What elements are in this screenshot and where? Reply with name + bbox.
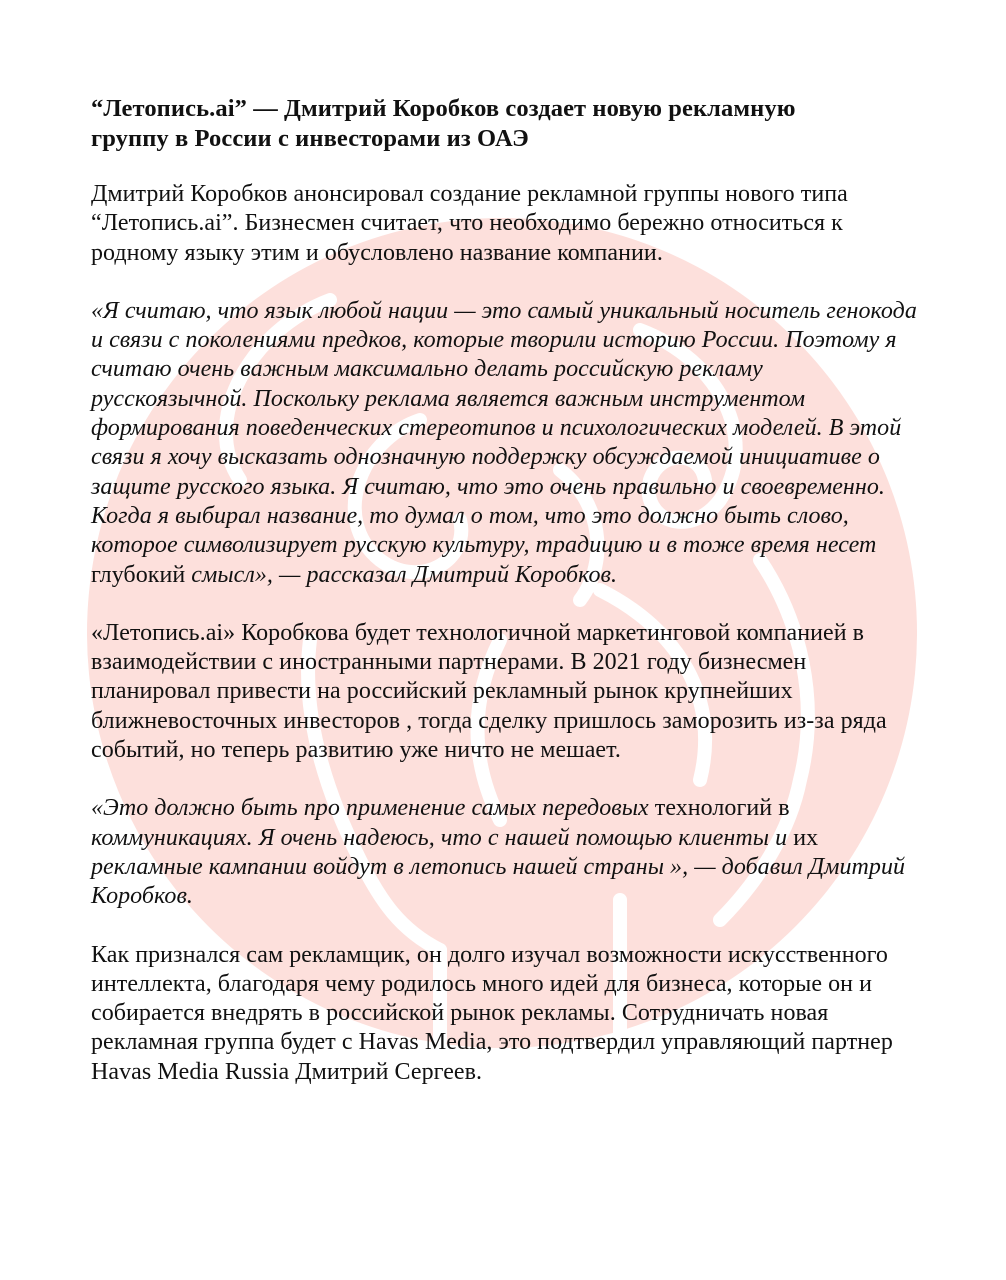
body-paragraph-3: Как признался сам рекламщик, он долго изучал возможности искусственного интеллекта, благодаря чему родилось много идей для бизнеса, которые он и собирается внедрять в российской рынок рекламы. Сотрудничать новая рекламная группа будет с Havas Media, это подтвердил управляющий партнер Havas Media Russia Дмитрий Сергеев. bbox=[91, 941, 893, 1085]
quote-1-text: «Я считаю, что язык любой нации — это самый уникальный носитель генокода и связи с поколениями предков, которые творили историю России. Поэтому я считаю очень важным максимально делать российскую рекламу русскоязычной. Поскольку реклама является важным инструментом формирования поведенческих стереотипов и психологических моделей. В этой связи я хочу высказать однозначную поддержку обсуждаемой инициативе о защите русского языка. Я считаю, что это очень правильно и своевременно. Когда я выбирал название, то думал о том, что это должно быть слово, которое символизирует русскую культуру, традицию и в тоже время несет bbox=[91, 297, 917, 559]
quote-1-upright-word: глубокий bbox=[91, 561, 192, 588]
title-line-2: группу в России с инвесторами из ОАЭ bbox=[91, 125, 529, 152]
quote-1-attribution: смысл», — рассказал Дмитрий Коробков. bbox=[191, 561, 618, 588]
quote-paragraph-2 bbox=[91, 794, 921, 911]
quote-2-part-5: их bbox=[793, 824, 819, 851]
quote-2-part-3: коммуникациях. Я очень надеюсь, что с нашей помощью клиенты bbox=[91, 824, 770, 851]
intro-paragraph: Дмитрий Коробков анонсировал создание рекламной группы нового типа “Летопись.ai”. Бизнесмен считает, что необходимо бережно относиться к родному языку этим и обусловлено название компании. bbox=[91, 181, 848, 266]
title-line-1: “Летопись.ai” — Дмитрий Коробков создает новую рекламную bbox=[91, 95, 796, 122]
quote-2-part-1: «Это должно быть про применение самых передовых bbox=[91, 795, 649, 822]
body-paragraph-2: «Летопись.ai» Коробкова будет технологичной маркетинговой компанией в взаимодействии с иностранными партнерами. В 2021 году бизнесмен планировал привести на российский рекламный рынок крупнейших ближневосточных инвесторов , тогда сделку пришлось заморозить из-за ряда событий, но теперь развитию уже ничто не мешает. bbox=[91, 619, 887, 764]
article bbox=[91, 94, 921, 1116]
quote-2-part-4: и bbox=[769, 824, 794, 851]
article-title bbox=[91, 94, 921, 154]
quote-paragraph-1 bbox=[91, 297, 921, 590]
quote-2-part-2: технологий в bbox=[648, 795, 790, 822]
quote-2-part-6: рекламные кампании войдут в летопись нашей страны », — добавил Дмитрий Коробков. bbox=[91, 853, 906, 910]
